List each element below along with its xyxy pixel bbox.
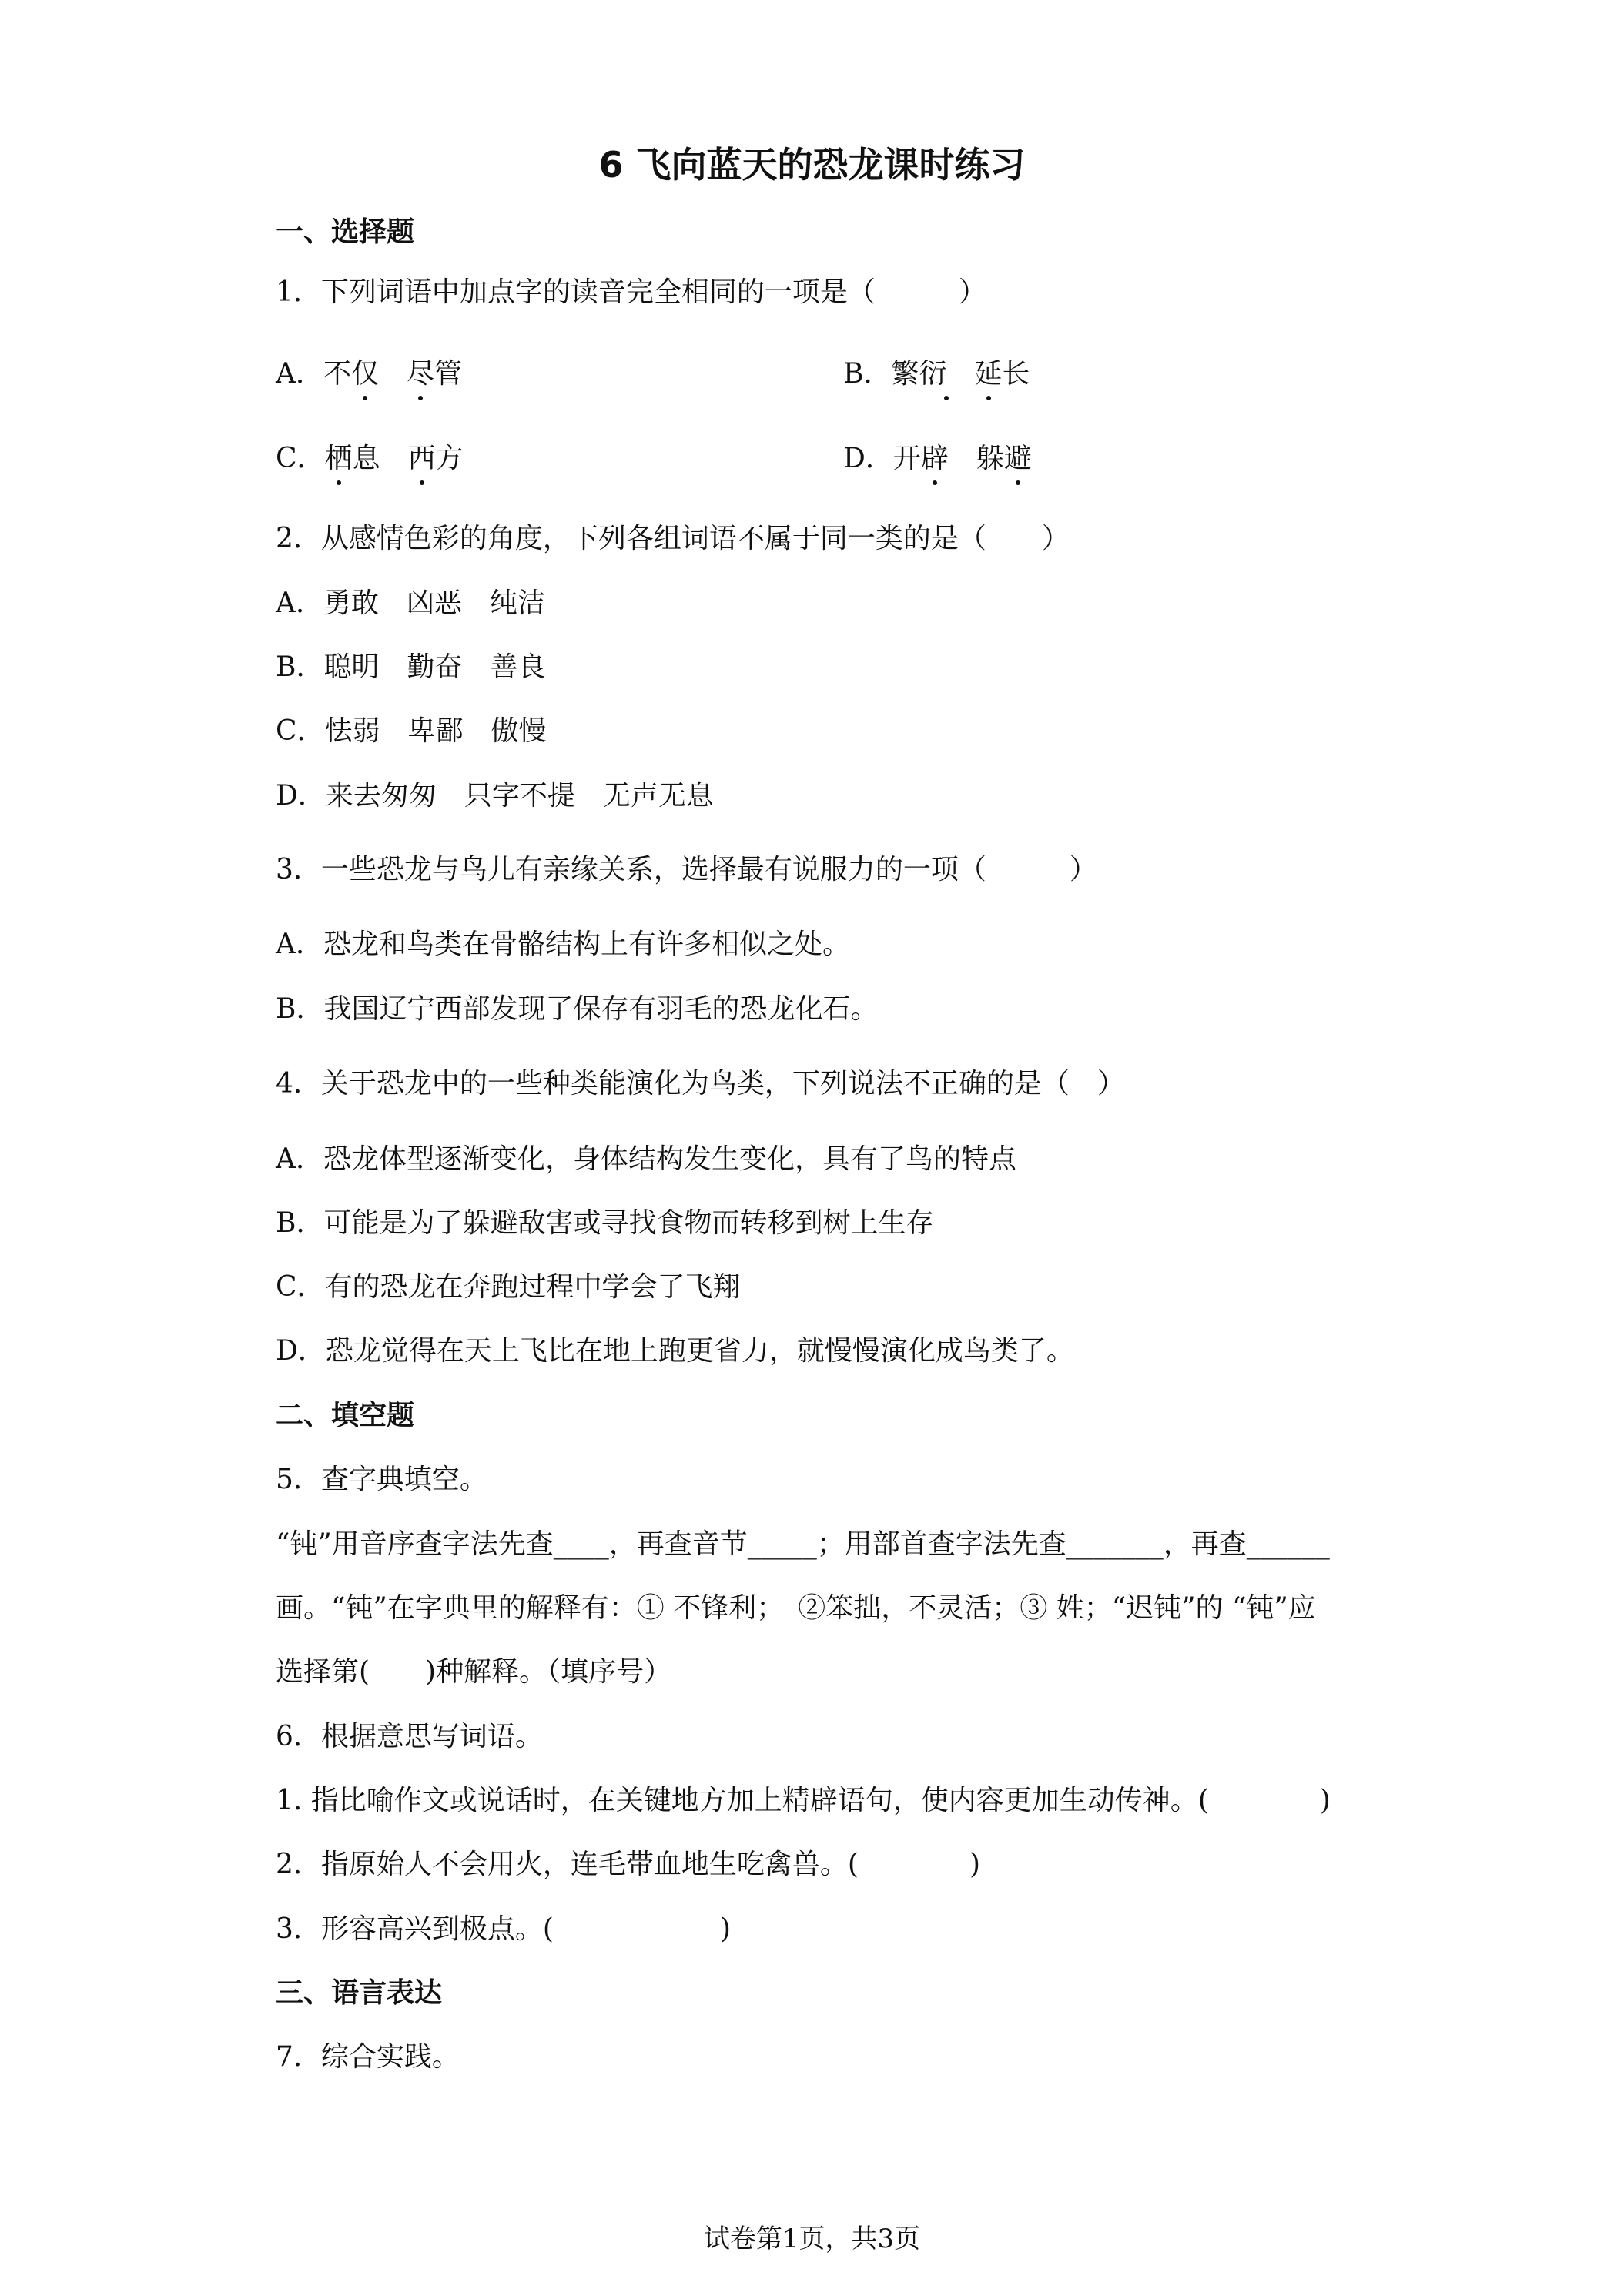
- question-2-option-c: C．怯弱 卑鄙 傲慢: [276, 715, 547, 747]
- question-4-option-b: B．可能是为了躲避敌害或寻找食物而转移到树上生存: [276, 1207, 934, 1239]
- dotted-char: 延: [975, 356, 1003, 393]
- page-title: 6 飞向蓝天的恐龙课时练习: [598, 144, 1026, 186]
- question-4-stem: 4．关于恐龙中的一些种类能演化为鸟类，下列说法不正确的是（ ）: [276, 1068, 1125, 1099]
- dotted-char: 辟: [921, 440, 949, 477]
- question-6-item-2: 2．指原始人不会用火，连毛带血地生吃禽兽。( ): [276, 1849, 980, 1880]
- option-text: D．开: [843, 443, 921, 474]
- question-2-stem: 2．从感情色彩的角度，下列各组词语不属于同一类的是（ ）: [276, 523, 1070, 554]
- question-1-stem: 1．下列词语中加点字的读音完全相同的一项是（ ）: [276, 276, 986, 308]
- dotted-char: 尽: [407, 356, 434, 393]
- question-3-stem: 3．一些恐龙与鸟儿有亲缘关系，选择最有说服力的一项（ ）: [276, 854, 1097, 885]
- question-5-line-2: 画。“钝”在字典里的解释有：① 不锋利； ②笨拙，不灵活；③ 姓；“迟钝”的 “钝”应: [276, 1592, 1316, 1624]
- option-text: 躲: [948, 443, 1004, 474]
- question-1-option-c: [276, 440, 464, 477]
- option-text: 繁: [891, 358, 919, 390]
- question-7-stem: 7．综合实践。: [276, 2041, 460, 2073]
- question-2-option-b: B．聪明 勤奋 善良: [276, 651, 546, 683]
- section-heading-language-expression: 三、语言表达: [276, 1977, 443, 2009]
- dotted-char: 衍: [919, 356, 974, 393]
- dotted-char: 仅: [351, 356, 379, 393]
- question-4-option-d: D．恐龙觉得在天上飞比在地上跑更省力，就慢慢演化成鸟类了。: [276, 1335, 1074, 1367]
- question-6-stem: 6．根据意思写词语。: [276, 1721, 543, 1752]
- question-6-item-3: 3．形容高兴到极点。( ): [276, 1913, 731, 1945]
- question-4-option-a: A．恐龙体型逐渐变化，身体结构发生变化，具有了鸟的特点: [276, 1143, 1016, 1175]
- question-2-option-a: A．勇敢 凶恶 纯洁: [276, 587, 545, 619]
- option-text: 息: [352, 443, 408, 474]
- option-text: 方: [435, 443, 464, 474]
- dotted-char: 避: [1004, 440, 1032, 477]
- question-4-option-c: C．有的恐龙在奔跑过程中学会了飞翔: [276, 1271, 741, 1303]
- question-2-option-d: D．来去匆匆 只字不提 无声无息: [276, 780, 714, 812]
- section-heading-multiple-choice: 一、选择题: [276, 216, 415, 248]
- section-heading-fill-blank: 二、填空题: [276, 1400, 415, 1431]
- question-5-stem: 5．查字典填空。: [276, 1464, 487, 1495]
- question-5-line-1: “钝”用音序查字法先查____，再查音节_____；用部首查字法先查_______，再查______: [276, 1528, 1330, 1560]
- page-footer: 试卷第1页，共3页: [703, 2224, 921, 2254]
- question-1-option-a: [276, 356, 462, 393]
- option-text: A．不: [276, 358, 351, 390]
- question-3-option-a: A．恐龙和鸟类在骨骼结构上有许多相似之处。: [276, 929, 850, 960]
- option-text: [379, 358, 407, 390]
- question-3-option-b: B．我国辽宁西部发现了保存有羽毛的恐龙化石。: [276, 993, 879, 1025]
- option-text: B．: [843, 358, 892, 390]
- question-5-line-3: 选择第( )种解释。（填序号）: [276, 1656, 672, 1688]
- question-6-item-1: 1. 指比喻作文或说话时，在关键地方加上精辟语句，使内容更加生动传神。( ): [276, 1785, 1331, 1816]
- dotted-char: 栖: [325, 440, 353, 477]
- dotted-char: 西: [408, 440, 436, 477]
- option-text: 管: [434, 358, 463, 390]
- question-1-option-b: [843, 356, 1030, 393]
- option-text: C．: [276, 443, 325, 474]
- question-1-option-d: [843, 440, 1032, 477]
- option-text: 长: [1002, 358, 1030, 390]
